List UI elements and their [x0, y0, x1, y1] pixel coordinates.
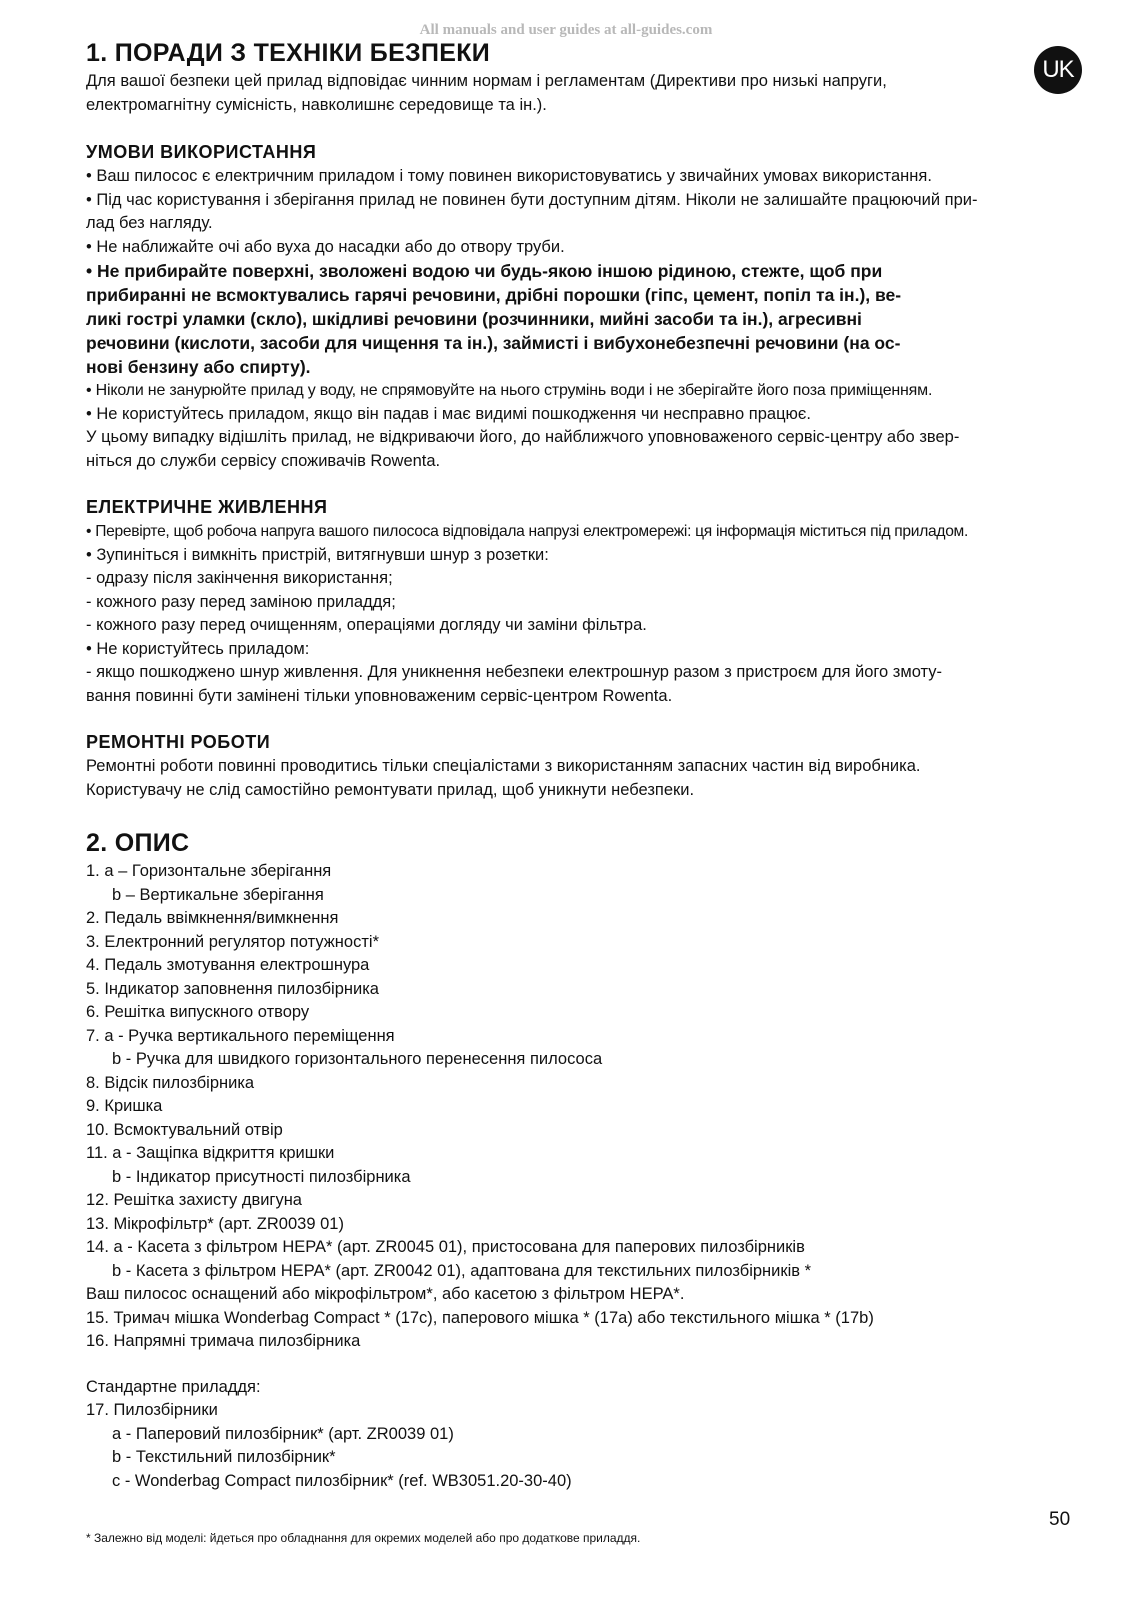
list-item: 15. Тримач мішка Wonderbag Compact * (17c), паперового мішка * (17a) або текстильного мішка * (17b) [86, 1308, 874, 1327]
warning-line: нові бензину або спирту). [86, 357, 311, 377]
text-line: - кожного разу перед очищенням, операціями догляду чи заміни фільтра. [86, 616, 647, 634]
warning-line: ликі гострі уламки (скло), шкідливі речовини (розчинники, мийні засоби та ін.), агресивні [86, 309, 862, 329]
text-line: • Перевірте, щоб робоча напруга вашого пилососа відповідала напрузі електромережі: ця інформація міститься під приладом. [86, 523, 969, 540]
accessories-list [86, 1399, 1086, 1493]
list-item: 13. Мікрофільтр* (арт. ZR0039 01) [86, 1214, 344, 1233]
text-line: вання повинні бути замінені тільки уповноваженим сервіс-центром Rowenta. [86, 686, 673, 705]
text-line: • Не наближайте очі або вуха до насадки або до отвору труби. [86, 237, 565, 256]
power-list [86, 520, 1086, 708]
list-item: b - Текстильний пилозбірник* [112, 1448, 336, 1466]
list-item: 6. Решітка випускного отвору [86, 1003, 310, 1021]
list-item: 1. a – Горизонтальне зберігання [86, 862, 332, 880]
text-line: - одразу після закінчення використання; [86, 569, 393, 587]
text-line: Для вашої безпеки цей прилад відповідає чинним нормам і регламентам (Директиви про низькі напруги, [86, 72, 887, 90]
list-item: b – Вертикальне зберігання [112, 885, 324, 904]
conditions-list [86, 165, 1086, 473]
list-item: 12. Решітка захисту двигуна [86, 1191, 302, 1209]
section-1-title: 1. ПОРАДИ З ТЕХНІКИ БЕЗПЕКИ [86, 39, 491, 67]
list-item: Ваш пилосос оснащений або мікрофільтром*, або касетою з фільтром HEPA*. [86, 1285, 685, 1303]
list-item: 4. Педаль змотування електрошнура [86, 956, 370, 974]
power-heading: ЕЛЕКТРИЧНЕ ЖИВЛЕННЯ [86, 497, 328, 517]
text-line: Користувачу не слід самостійно ремонтувати прилад, щоб уникнути небезпеки. [86, 780, 695, 799]
repair-text [86, 755, 1086, 802]
list-item: 10. Всмоктувальний отвір [86, 1120, 283, 1139]
list-item: 9. Кришка [86, 1097, 163, 1115]
warning-line: прибиранні не всмоктувались гарячі речовини, дрібні порошки (гіпс, цемент, попіл та ін.), ве- [86, 285, 902, 305]
list-item: 16. Напрямні тримача пилозбірника [86, 1332, 361, 1350]
list-item: 11. a - Защіпка відкриття кришки [86, 1144, 335, 1162]
text-line: ніться до служби сервісу споживачів Rowenta. [86, 451, 441, 470]
text-line: • Не користуйтесь приладом, якщо він падав і має видимі пошкодження чи несправно працює. [86, 404, 811, 423]
document-body [86, 36, 1086, 1493]
watermark: All manuals and user guides at all-guides.com [419, 22, 713, 38]
conditions-heading: УМОВИ ВИКОРИСТАННЯ [86, 142, 317, 162]
accessories-heading: Стандартне приладдя: [86, 1377, 261, 1396]
language-badge: UK [1034, 46, 1082, 94]
list-item: 14. a - Касета з фільтром HEPA* (арт. ZR0045 01), пристосована для паперових пилозбірників [86, 1238, 805, 1256]
text-line: • Не користуйтесь приладом: [86, 639, 310, 658]
list-item: b - Касета з фільтром HEPA* (арт. ZR0042 01), адаптована для текстильних пилозбірників * [112, 1261, 812, 1280]
page-number: 50 [1049, 1509, 1071, 1530]
warning-line: речовини (кислоти, засоби для чищення та ін.), займисті і вибухонебезпечні речовини (на ос- [86, 333, 901, 353]
text-line: - якщо пошкоджено шнур живлення. Для уникнення небезпеки електрошнур разом з пристроєм для його змоту- [86, 663, 942, 681]
warning-line: • Не прибирайте поверхні, зволожені водою чи будь-якою іншою рідиною, стежте, щоб при [86, 261, 883, 281]
text-line: Ремонтні роботи повинні проводитись тільки спеціалістами з використанням запасних частин від виробника. [86, 757, 921, 775]
text-line: - кожного разу перед заміною приладдя; [86, 592, 396, 611]
list-item: a - Паперовий пилозбірник* (арт. ZR0039 01) [112, 1424, 454, 1443]
section-1-intro [86, 70, 1086, 117]
text-line: • Ніколи не занурюйте прилад у воду, не спрямовуйте на нього струмінь води і не зберігайте його поза приміщенням. [86, 382, 933, 399]
list-item: b - Ручка для швидкого горизонтального перенесення пилососа [112, 1050, 603, 1068]
text-line: електромагнітну сумісність, навколишнє середовище та ін.). [86, 95, 547, 114]
parts-list [86, 860, 1086, 1354]
list-item: 3. Електронний регулятор потужності* [86, 932, 379, 951]
list-item: c - Wonderbag Compact пилозбірник* (ref. WB3051.20-30-40) [112, 1471, 572, 1490]
list-item: 17. Пилозбірники [86, 1401, 218, 1419]
list-item: 5. Індикатор заповнення пилозбірника [86, 979, 379, 998]
section-2-title: 2. ОПИС [86, 829, 190, 857]
text-line: У цьому випадку відішліть прилад, не відкриваючи його, до найближчого уповноваженого сервіс-центру або звер- [86, 428, 960, 446]
text-line: • Ваш пилосос є електричним приладом і тому повинен використовуватись у звичайних умовах використання. [86, 167, 932, 185]
footnote: * Залежно від моделі: йдеться про обладнання для окремих моделей або про додаткове приладдя. [86, 1531, 641, 1545]
text-line: • Під час користування і зберігання прилад не повинен бути доступним дітям. Ніколи не залишайте працюючий при- [86, 190, 978, 209]
list-item: 7. a - Ручка вертикального переміщення [86, 1026, 395, 1045]
repair-heading: РЕМОНТНІ РОБОТИ [86, 732, 271, 752]
text-line: • Зупиніться і вимкніть пристрій, витягнувши шнур з розетки: [86, 545, 549, 564]
text-line: лад без нагляду. [86, 214, 213, 232]
list-item: 2. Педаль ввімкнення/вимкнення [86, 909, 339, 927]
list-item: 8. Відсік пилозбірника [86, 1073, 255, 1092]
list-item: b - Індикатор присутності пилозбірника [112, 1167, 411, 1186]
